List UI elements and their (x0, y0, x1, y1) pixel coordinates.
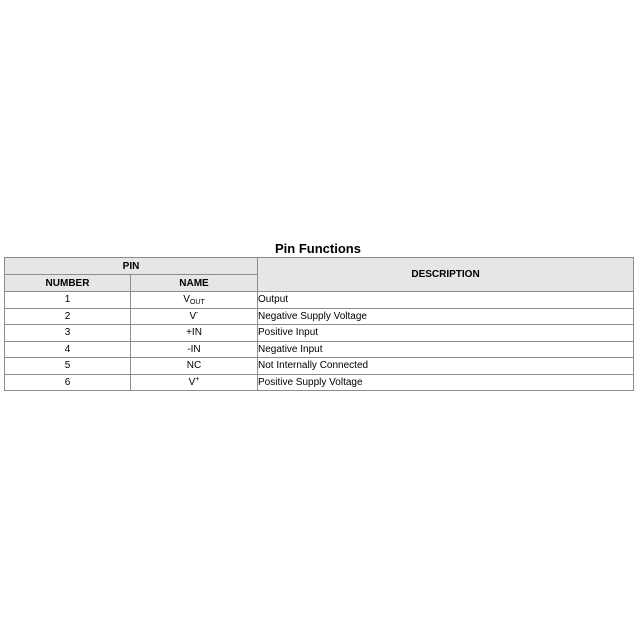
pin-name-cell (131, 374, 258, 391)
pin-name-text: V (188, 377, 196, 389)
pin-description-cell: Positive Input (258, 325, 634, 342)
table-row (5, 292, 634, 309)
pin-number-cell: 5 (5, 358, 131, 375)
pin-name-cell: NC (131, 358, 258, 375)
pin-number-cell: 3 (5, 325, 131, 342)
pin-description-cell: Not Internally Connected (258, 358, 634, 375)
pin-name-superscript: + (195, 376, 200, 384)
pin-number-cell: 4 (5, 341, 131, 358)
table-row (5, 325, 634, 342)
pin-name-subscript: OUT (189, 298, 205, 306)
pin-functions-table (4, 257, 634, 391)
pin-name-cell: +IN (131, 325, 258, 342)
table-row (5, 374, 634, 391)
header-number: NUMBER (5, 275, 131, 292)
header-row (5, 258, 634, 275)
pin-number-cell: 2 (5, 308, 131, 325)
pin-name-cell (131, 292, 258, 309)
pin-description-cell: Positive Supply Voltage (258, 374, 634, 391)
pin-name-cell: -IN (131, 341, 258, 358)
pin-name-cell (131, 308, 258, 325)
pin-name-text: V (189, 311, 197, 323)
pin-description-cell: Negative Supply Voltage (258, 308, 634, 325)
pin-description-cell: Negative Input (258, 341, 634, 358)
table-row (5, 341, 634, 358)
header-name: NAME (131, 275, 258, 292)
header-description: DESCRIPTION (258, 258, 634, 292)
pin-name-text: V (183, 293, 190, 305)
table-title: Pin Functions (275, 241, 361, 256)
table-row (5, 308, 634, 325)
header-pin: PIN (5, 258, 258, 275)
table-row (5, 358, 634, 375)
pin-description-cell: Output (258, 292, 634, 309)
pin-name-superscript: - (196, 310, 199, 318)
pin-number-cell: 1 (5, 292, 131, 309)
pin-number-cell: 6 (5, 374, 131, 391)
